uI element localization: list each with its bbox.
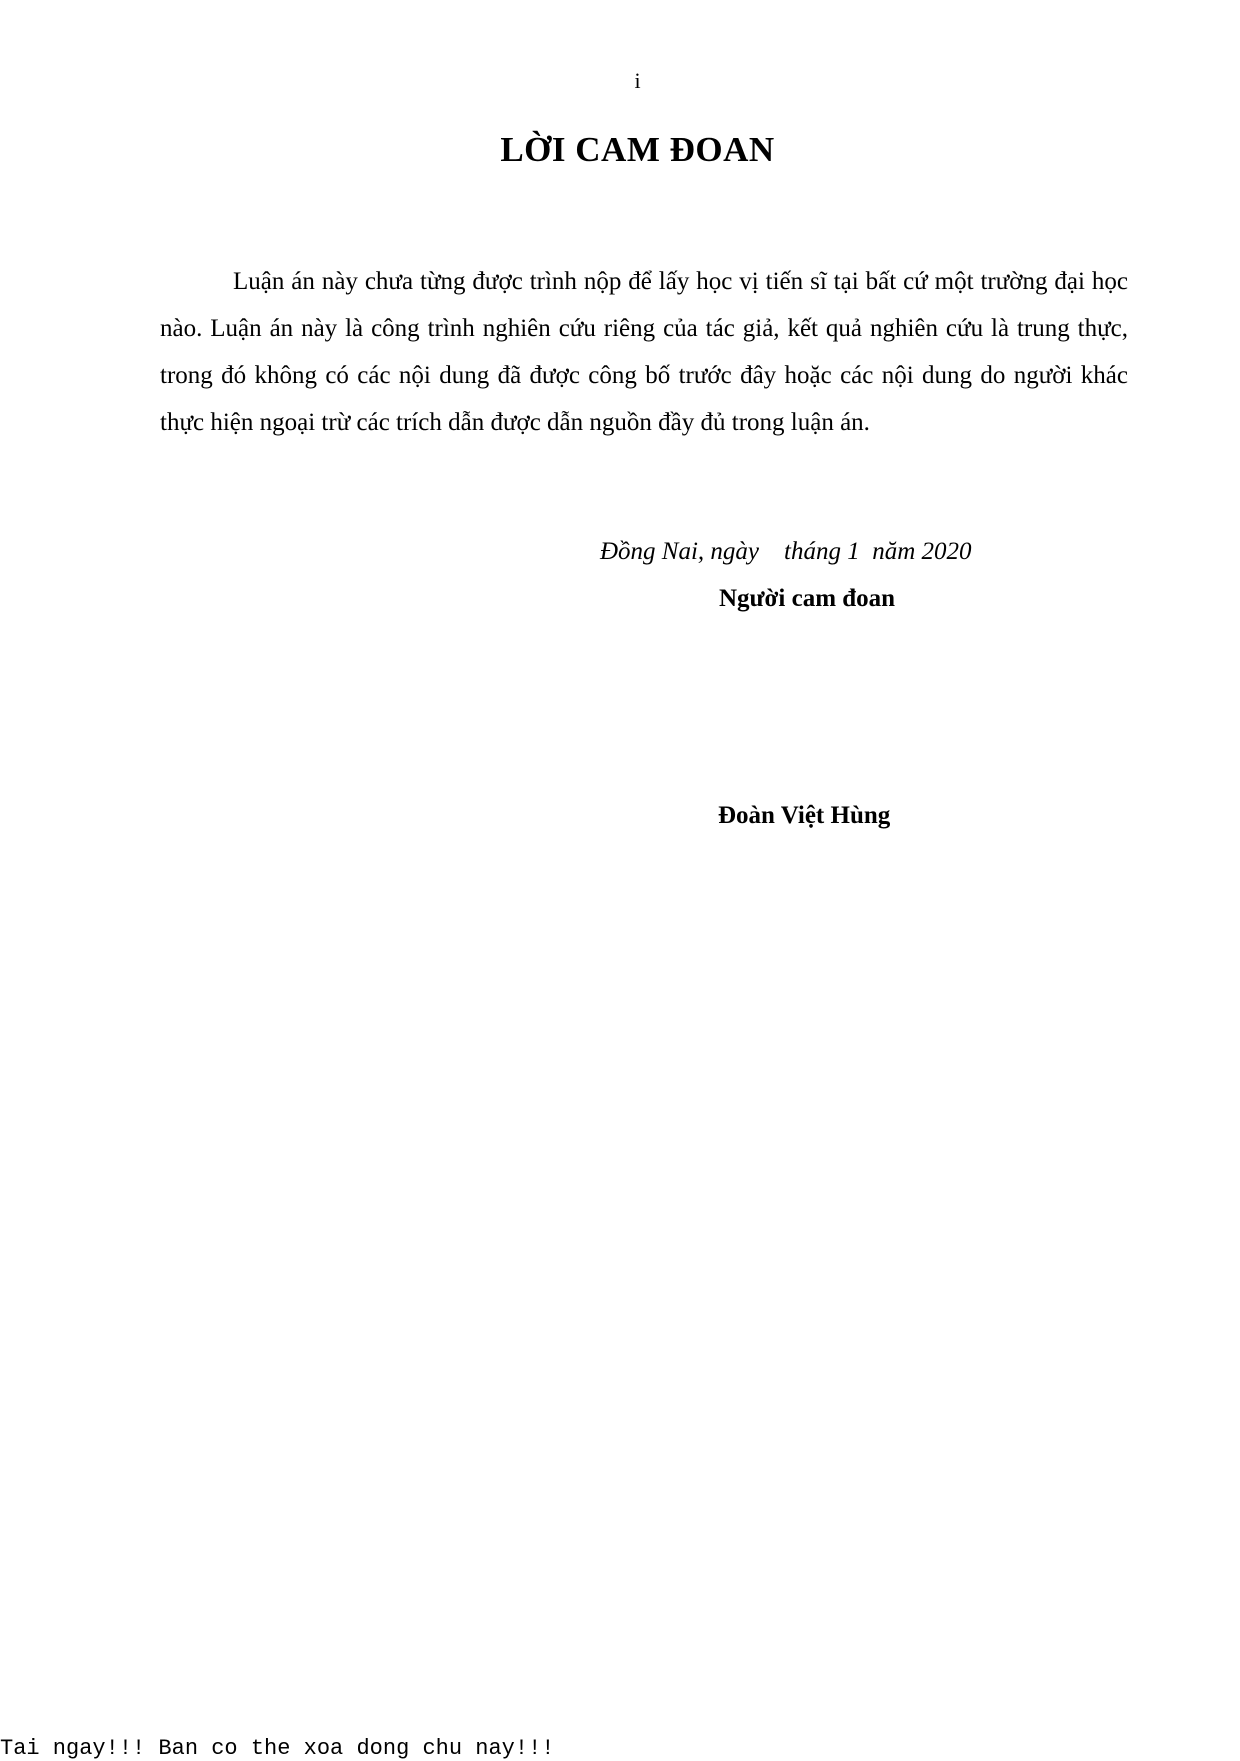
footer-download-notice: Tai ngay!!! Ban co the xoa dong chu nay!!!	[0, 1736, 555, 1761]
declaration-paragraph: Luận án này chưa từng được trình nộp để lấy học vị tiến sĩ tại bất cứ một trường đại học nào. Luận án này là công trình nghiên cứu riêng của tác giả, kết quả nghiên cứu là trung thực, trong đó không có các nội dung đã được công bố trước đây hoặc các nội dung do người khác thực hiện ngoại trừ các trích dẫn được dẫn nguồn đầy đủ trong luận án.	[160, 268, 1128, 436]
page-number: i	[634, 68, 641, 93]
signer-label: Người cam đoan	[719, 585, 896, 612]
signer-name: Đoàn Việt Hùng	[718, 802, 891, 829]
page-title: LỜI CAM ĐOAN	[500, 130, 775, 169]
signature-date-line: Đồng Nai, ngày tháng 1 năm 2020	[600, 538, 972, 565]
